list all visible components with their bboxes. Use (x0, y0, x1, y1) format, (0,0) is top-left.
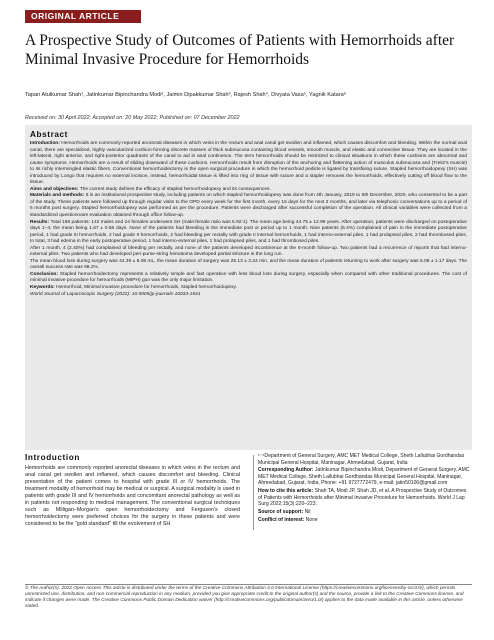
corresponding-author-text: Jatinkumar Bipinchandra Modi, Department of General Surgery, AMC MET Medical College, Sheth Lallubhai Gordhandas Municipal General Hospital, Maninagar, Ahmedabad, Gujarat, India, Phone: +91 9727772479, e-mail: jatin50100@gmail.com (258, 467, 470, 487)
conflict-of-interest-label: Conflict of interest: (258, 516, 305, 523)
source-of-support-label: Source of support: (258, 508, 304, 515)
abstract-results-continued: After 1 month, 4 (2.40%) had complained of bleeding per rectally, and none of the patients developed incontinence at the 6-month follow-up. Two patients had a recurrence of reports that had interno-external piles. Two patients who had developed peri-purse-string hematoma developed partial stricture in the long run. (30, 245, 467, 258)
abstract-box (25, 125, 472, 450)
conflict-of-interest (258, 517, 470, 524)
abstract-citation-text: World Journal of Laparoscopic Surgery (2022): 10.5005/jp-journals-10033-1541 (30, 291, 201, 297)
abstract-introduction-label: Introduction: (30, 141, 60, 146)
affiliation: ¹⁻⁶Department of General Surgery, AMC MET Medical College, Sheth Lallubhai Gordhandas Municipal General Hospital, Maninagar, Ahmedabad, Gujarat, India (258, 453, 465, 466)
column-divider (253, 455, 254, 530)
article-title: A Prospective Study of Outcomes of Patients with Hemorrhoids after Minimal Invasive Procedure for Hemorrhoids (25, 32, 455, 68)
abstract-methods (30, 193, 467, 219)
abstract-conclusion (30, 272, 467, 285)
abstract-citation (30, 292, 467, 299)
introduction-text: Hemorrhoids are commonly reported anorectal diseases in which veins in the rectum and anal canal get swollen and inflamed, which causes discomfort and bleeding. Clinical presentation of the patient comes to hospital with grade III or IV hemorrhoids. The treatment modality of hemorrhoid may be medical or surgical. A surgical modality is used in patients with grade III and IV hemorrhoids and concomitant anorectal pathology as well as in patients not responding to medical management. The conventional surgical techniques such as Milligan–Morgan's open hemorrhoidectomy and Ferguson's closed hemorrhoidectomy were preferred choices for the surgery in these patients and were considered to be the "gold standard" till the evolvement of SH (25, 465, 240, 528)
corresponding-author-label: Corresponding Author: (258, 467, 314, 474)
introduction-heading: Introduction (25, 453, 80, 462)
abstract-aims-label: Aims and objectives: (30, 186, 79, 192)
abstract-heading: Abstract (30, 130, 69, 139)
abstract-body (30, 141, 467, 298)
corresponding-author (258, 467, 470, 487)
article-type-badge: ORIGINAL ARTICLE (25, 10, 141, 23)
license-footer: © The Author(s). 2022 Open Access This article is distributed under the terms of the Creative Commons Attribution 4.0 International License (https://creativecommons.org/licenses/by-nc/4.0/), which permits unrestricted use, distribution, and non-commercial reproduction in any medium, provided you give appropriate credit to the original author(s) and the source, provide a link to the Creative Commons license, and indicate if changes were made. The Creative Commons Public Domain Dedication waiver (http://creativecommons.org/publicdomain/zero/1.0/) applies to the data made available in this article, unless otherwise stated. (25, 586, 464, 610)
abstract-introduction (30, 141, 467, 187)
abstract-keywords-label: Keywords: (30, 285, 55, 291)
abstract-results-summary: The mean blood loss during surgery was 44.39 ± 8.08 mL, the mean duration of surgery was 25.13 ± 3.24 min, and the mean duration of patients returning to work after surgery was 5.08 ± 1.17 days. The overall success rate was 98.2%. (30, 258, 467, 271)
abstract-methods-text: It is an institutional prospective study, including patients on which stapled hemorrhoidopexy was done from 4th January, 2019 to 6th December, 2020, who consented to be a part of the study. These patients were followed up through regular visits to the OPD every week for the first month, every 15 days for the next 2 months, and later via telephonic conversations up to a period of 6 months post surgery. Stapled hemorrhoidopexy was performed as per the procedure. Patients were discharged after successful completion of the operation. All clinical variables were collected from a standardized questionnaire evaluation obtained through office follow-up. (30, 193, 467, 219)
abstract-results-label: Results: (30, 219, 50, 225)
abstract-results (30, 220, 467, 246)
abstract-keywords-text: Hemorrhoid, Minimal invasive procedure for hemorrhoids, Stapled hemorrhoidopexy. (56, 285, 237, 291)
abstract-conclusion-text: Stapled hemorrhoidectomy represents a relatively simple and fast operation with less blood loss during surgery, especially when compared with other traditional procedures. The cost of minimal invasive procedure for hemorrhoids (MIPH) gun was the only major limitation. (30, 271, 467, 284)
author-list: Tapan Atulkumar Shah¹, Jatinkumar Bipinchandra Modi², Jaimin Dipakkumar Shah³, Rajesh Shah⁴, Divyata Vasa⁵, Yagnik Katara⁶ (25, 92, 347, 98)
how-to-cite (258, 488, 470, 508)
abstract-introduction-text: Hemorrhoids are commonly reported anorectal diseases in which veins in the rectum and anal canal get swollen and inflamed, which causes discomfort and bleeding. Within the normal anal canal, there are specialized, highly vascularized cushion-forming discrete masses of thick submucosa containing blood vessels, smooth muscle, and elastic and connective tissue. They are located in the left-lateral, right anterior, and right-posterior quadrants of the canal to aid in anal continence. The term hemorrhoids should be restricted to clinical situations in which these cushions are abnormal and cause symptoms. Hemorrhoids are a result of sliding downward of these cushions. Hemorrhoids result from disruption of the anchoring and flattening action of musculus submucosa and (Treitz's muscle) to its richly intermingled elastic fibers. Conventional hemorrhoidectomy is the open surgical procedure in which the hemorrhoid pedicle is ligated by transfixing suture. Stapled hemorrhoidopexy (SH) was introduced by Longo that requires no external incision, instead, hemorrhoidal tissue is lifted into ring of tissue with suture and a stapler removes the hemorrhoids, effectively cutting off blood flow to the tissue. (30, 141, 467, 186)
source-of-support (258, 509, 470, 516)
abstract-conclusion-label: Conclusion: (30, 271, 58, 277)
abstract-methods-label: Materials and methods: (30, 193, 85, 199)
conflict-of-interest-value: None (305, 516, 318, 523)
source-of-support-value: Nil (304, 508, 311, 515)
how-to-cite-text: Shah TA, Modi JP, Shah JD, et al. A Prospective Study of Outcomes of Patients with Hemorrhoids after Minimal Invasive Procedure for Hemorrhoids. World J Lap Surg 2022;15(3):220–223. (258, 488, 467, 508)
publication-dates: Received on: 30 April 2022; Accepted on: 20 May 2022; Published on: 07 December 2022 (25, 115, 240, 121)
article-info-sidebar (258, 453, 470, 524)
abstract-results-text: Total 166 patients: 142 males and 24 females underwent SH (male:female ratio was 5.92:1). The mean age being 44.75 ± 12.99 years. After operation, patients were discharged on postoperative days 1–4; the mean being 1.67 ± 0.66 days. None of the patients had bleeding in the immediate post or period up to 1 month. Nine patients (5.4%) complained of pain in the immediate postoperative period, 1 had grade III hemorrhoids, 2 had grade II hemorrhoids, 2 had bleeding per rectally with grade II internal hemorrhoids, 1 had interno-external piles, 1 had prolapsed piles, 2 had thrombosed piles. In total, 3 had edema in the early postoperative period, 1 had interno-external piles, 1 had prolapsed piles, and 1 had thrombosed piles. (30, 219, 467, 245)
footer-divider (25, 584, 472, 585)
how-to-cite-label: How to cite this article: (258, 488, 314, 495)
abstract-aims-text: The current study defines the efficacy of stapled hemorrhoidopexy and its consequences. (79, 186, 271, 192)
